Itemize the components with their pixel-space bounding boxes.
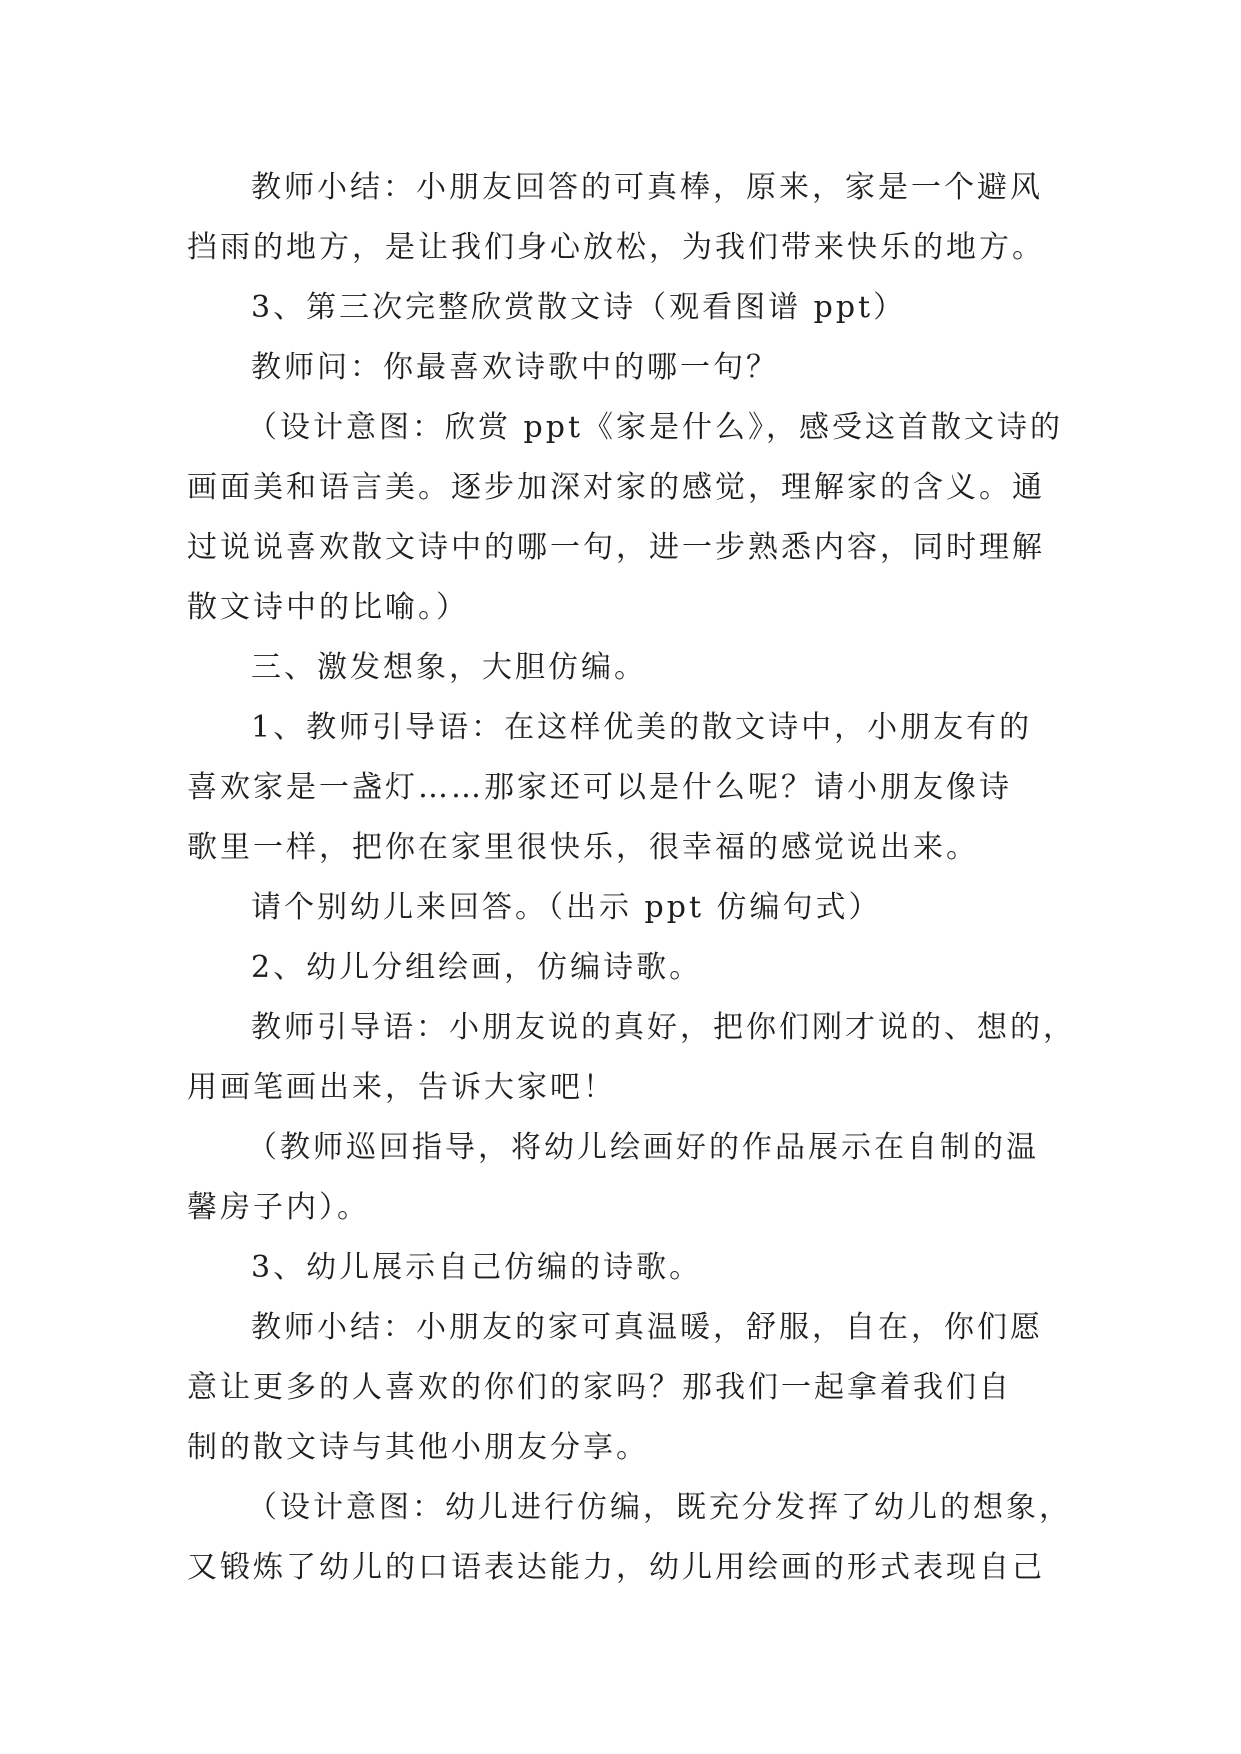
paragraph-line: 教师小结：小朋友的家可真温暖，舒服，自在，你们愿 bbox=[251, 1310, 1043, 1345]
paragraph-line: 歌里一样，把你在家里很快乐，很幸福的感觉说出来。 bbox=[187, 830, 979, 865]
paragraph-line: （设计意图：幼儿进行仿编，既充分发挥了幼儿的想象， bbox=[247, 1490, 1072, 1525]
paragraph-line: 3、幼儿展示自己仿编的诗歌。 bbox=[251, 1250, 703, 1285]
paragraph-line: 制的散文诗与其他小朋友分享。 bbox=[187, 1430, 649, 1465]
paragraph-line: 用画笔画出来，告诉大家吧！ bbox=[187, 1070, 616, 1105]
paragraph-line: 教师小结：小朋友回答的可真棒，原来，家是一个避风 bbox=[251, 170, 1043, 205]
section-heading: 三、激发想象，大胆仿编。 bbox=[251, 650, 647, 685]
document-body bbox=[187, 158, 1076, 1598]
paragraph-line: 意让更多的人喜欢的你们的家吗？那我们一起拿着我们自 bbox=[187, 1370, 1012, 1405]
paragraph-line: 教师引导语：小朋友说的真好，把你们刚才说的、想的， bbox=[251, 1010, 1076, 1045]
paragraph-line: 馨房子内）。 bbox=[187, 1190, 370, 1225]
paragraph-line: 喜欢家是一盏灯……那家还可以是什么呢？请小朋友像诗 bbox=[187, 770, 1012, 805]
paragraph-line: 散文诗中的比喻。） bbox=[187, 590, 469, 625]
paragraph-line: 请个别幼儿来回答。（出示 ppt 仿编句式） bbox=[251, 890, 882, 925]
paragraph-line: 挡雨的地方，是让我们身心放松，为我们带来快乐的地方。 bbox=[187, 230, 1045, 265]
paragraph-line: （设计意图：欣赏 ppt《家是什么》，感受这首散文诗的 bbox=[247, 410, 1063, 445]
paragraph-line: 过说说喜欢散文诗中的哪一句，进一步熟悉内容，同时理解 bbox=[187, 530, 1045, 565]
paragraph-line: 画面美和语言美。逐步加深对家的感觉，理解家的含义。通 bbox=[187, 470, 1045, 505]
paragraph-line: 教师问：你最喜欢诗歌中的哪一句？ bbox=[251, 350, 779, 385]
paragraph-line: （教师巡回指导，将幼儿绘画好的作品展示在自制的温 bbox=[247, 1130, 1039, 1165]
paragraph-line: 3、第三次完整欣赏散文诗（观看图谱 ppt） bbox=[251, 290, 907, 325]
paragraph-line: 1、教师引导语：在这样优美的散文诗中，小朋友有的 bbox=[251, 710, 1033, 745]
paragraph-line: 2、幼儿分组绘画，仿编诗歌。 bbox=[251, 950, 703, 985]
paragraph-line: 又锻炼了幼儿的口语表达能力，幼儿用绘画的形式表现自己 bbox=[187, 1550, 1045, 1585]
